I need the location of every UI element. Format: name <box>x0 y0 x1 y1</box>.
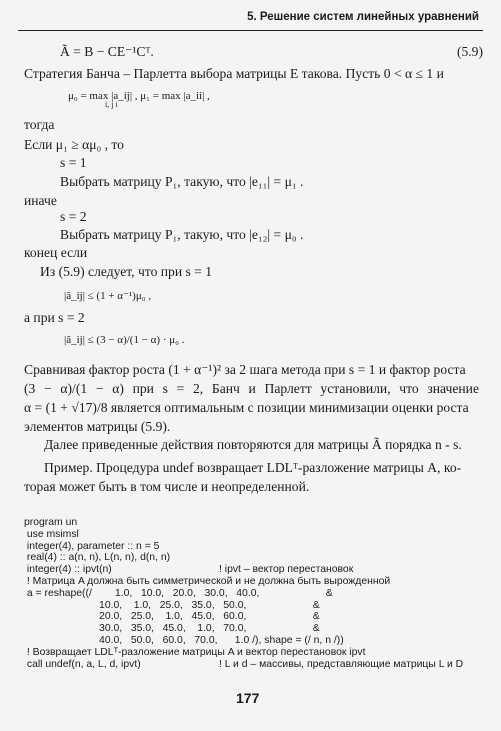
code-listing <box>24 517 464 670</box>
code-line: integer(4) :: ipvt(n) ! ipvt – вектор перестановок <box>24 564 354 576</box>
formula-5-9: Ã = B − CE⁻¹Cᵀ. <box>60 44 154 59</box>
formula-mu: μ₀ = max |a_ij| , μ₁ = max |a_ii| , <box>68 90 210 102</box>
text-line: а при s = 2 <box>24 310 85 325</box>
text-line: Из (5.9) следует, что при s = 1 <box>40 264 213 279</box>
text-line: Далее приведенные действия повторяются для матрицы Ã порядка n - s. <box>44 437 462 452</box>
text-line: торая может быть в том числе и неопределенной. <box>24 479 310 494</box>
formula-bound-1: |ã_ij| ≤ (1 + α⁻¹)μ₀ , <box>64 290 152 302</box>
text-line: конец если <box>24 245 88 260</box>
code-line: ! Возвращает LDLᵀ-разложение матрицы A и вектор перестановок ipvt <box>24 646 366 658</box>
code-line: call undef(n, a, L, d, ipvt) ! L и d – массивы, представляющие матрицы L и D <box>24 658 464 670</box>
text-line: Пример. Процедура undef возвращает LDLᵀ-разложение матрицы A, ко- <box>44 460 462 475</box>
code-line: program un <box>24 517 78 528</box>
text-line: s = 1 <box>60 155 87 170</box>
code-line: integer(4), parameter :: n = 5 <box>24 540 160 552</box>
text-line: α = (1 + √17)/8 является оптимальным с позиции минимизации оценки роста <box>24 400 469 415</box>
code-line: use msimsl <box>24 528 79 540</box>
code-comment: ! ipvt – вектор перестановок <box>219 564 354 576</box>
code-line: a = reshape((/ 1.0, 10.0, 20.0, 30.0, 40.0, & <box>24 587 333 599</box>
code-line: ! Матрица A должна быть симметрической и не должна быть вырожденной <box>24 575 391 587</box>
text-line: (3 − α)/(1 − α) при s = 2, Банч и Парлетт установили, что значение <box>24 381 479 396</box>
chapter-title: 5. Решение систем линейных уравнений <box>247 11 479 23</box>
formula-mu-subscripts: i, j i <box>105 100 118 109</box>
code-line: real(4) :: a(n, n), L(n, n), d(n, n) <box>24 552 171 564</box>
code-line: 40.0, 50.0, 60.0, 70.0, 1.0 /), shape = (/ n, n /)) <box>24 634 344 646</box>
running-header <box>18 10 483 31</box>
text-line: элементов матрицы (5.9). <box>24 419 171 434</box>
code-line: 20.0, 25.0, 1.0, 45.0, 60.0, & <box>24 611 320 623</box>
code-comment: ! L и d – массивы, представляющие матрицы L и D <box>219 658 464 670</box>
text-line: Сравнивая фактор роста (1 + α⁻¹)² за 2 шага метода при s = 1 и фактор роста <box>24 362 466 377</box>
text-line: тогда <box>24 117 55 132</box>
text-line: s = 2 <box>60 209 87 224</box>
formula-bound-2: |ã_ij| ≤ (3 − α)/(1 − α) · μ₀ . <box>64 334 185 346</box>
text-line: иначе <box>24 193 57 208</box>
code-line: 30.0, 35.0, 45.0, 1.0, 70.0, & <box>24 623 320 635</box>
text-line: Если μ₁ ≥ αμ₀ , то <box>24 137 124 152</box>
code-line: 10.0, 1.0, 25.0, 35.0, 50.0, & <box>24 599 320 611</box>
text-line: Выбрать матрицу P₁, такую, что |e₁₂| = μ₀ . <box>60 227 304 242</box>
equation-number: (5.9) <box>456 44 483 59</box>
page-number: 177 <box>236 690 260 706</box>
text-line: Стратегия Банча – Парлетта выбора матрицы E такова. Пусть 0 < α ≤ 1 и <box>24 66 444 81</box>
text-line: Выбрать матрицу P₁, такую, что |e₁₁| = μ₁ . <box>60 174 304 189</box>
